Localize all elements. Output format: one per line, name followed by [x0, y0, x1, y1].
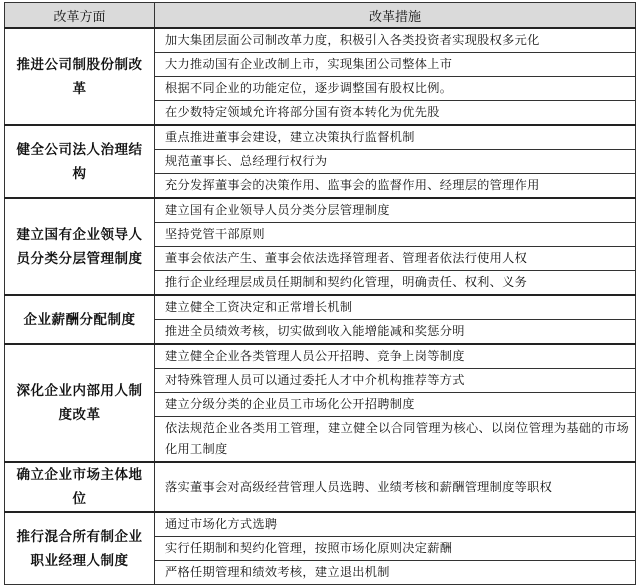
table-row — [5, 344, 636, 369]
header-reform-measures: 改革措施 — [155, 3, 636, 29]
header-reform-aspect: 改革方面 — [5, 3, 155, 29]
header-row — [5, 3, 636, 29]
category-cell: 推行混合所有制企业职业经理人制度 — [5, 512, 155, 585]
measure-cell: 充分发挥董事会的决策作用、监事会的监督作用、经理层的管理作用 — [155, 174, 636, 199]
category-cell: 建立国有企业领导人员分类分层管理制度 — [5, 198, 155, 295]
table-row — [5, 125, 636, 150]
measure-cell: 董事会依法产生、董事会依法选择管理者、管理者依法行使用人权 — [155, 247, 636, 271]
measure-cell: 实行任期制和契约化管理，按照市场化原则决定薪酬 — [155, 537, 636, 561]
category-cell: 深化企业内部用人制度改革 — [5, 344, 155, 462]
table-row — [5, 198, 636, 223]
measure-cell: 重点推进董事会建设，建立决策执行监督机制 — [155, 125, 636, 150]
table-row — [5, 28, 636, 53]
category-cell: 推进公司制股份制改革 — [5, 28, 155, 125]
measure-cell: 对特殊管理人员可以通过委托人才中介机构推荐等方式 — [155, 369, 636, 393]
measure-cell: 建立国有企业领导人员分类分层管理制度 — [155, 198, 636, 223]
measure-cell: 落实董事会对高级经营管理人员选聘、业绩考核和薪酬管理制度等职权 — [155, 462, 636, 512]
measure-cell: 通过市场化方式选聘 — [155, 512, 636, 537]
category-cell: 确立企业市场主体地位 — [5, 462, 155, 512]
measure-cell: 在少数特定领域允许将部分国有资本转化为优先股 — [155, 101, 636, 126]
table-row — [5, 462, 636, 512]
measure-cell: 建立健全企业各类管理人员公开招聘、竞争上岗等制度 — [155, 344, 636, 369]
measure-cell: 推进全员绩效考核，切实做到收入能增能减和奖惩分明 — [155, 320, 636, 345]
measure-cell: 严格任期管理和绩效考核，建立退出机制 — [155, 561, 636, 585]
measure-cell: 建立分级分类的企业员工市场化公开招聘制度 — [155, 393, 636, 417]
measure-cell: 根据不同企业的功能定位，逐步调整国有股权比例。 — [155, 77, 636, 101]
measure-cell: 建立健全工资决定和正常增长机制 — [155, 295, 636, 320]
category-cell: 企业薪酬分配制度 — [5, 295, 155, 344]
measure-cell: 规范董事长、总经理行权行为 — [155, 150, 636, 174]
measure-cell: 加大集团层面公司制改革力度，积极引入各类投资者实现股权多元化 — [155, 28, 636, 53]
reform-table — [4, 2, 636, 585]
category-cell: 健全公司法人治理结构 — [5, 125, 155, 198]
table-row — [5, 512, 636, 537]
table-row — [5, 295, 636, 320]
measure-cell: 大力推动国有企业改制上市，实现集团公司整体上市 — [155, 53, 636, 77]
measure-cell: 坚持党管干部原则 — [155, 223, 636, 247]
measure-cell: 依法规范企业各类用工管理，建立健全以合同管理为核心、以岗位管理为基础的市场化用工制度 — [155, 417, 636, 463]
measure-cell: 推行企业经理层成员任期制和契约化管理，明确责任、权利、义务 — [155, 271, 636, 296]
